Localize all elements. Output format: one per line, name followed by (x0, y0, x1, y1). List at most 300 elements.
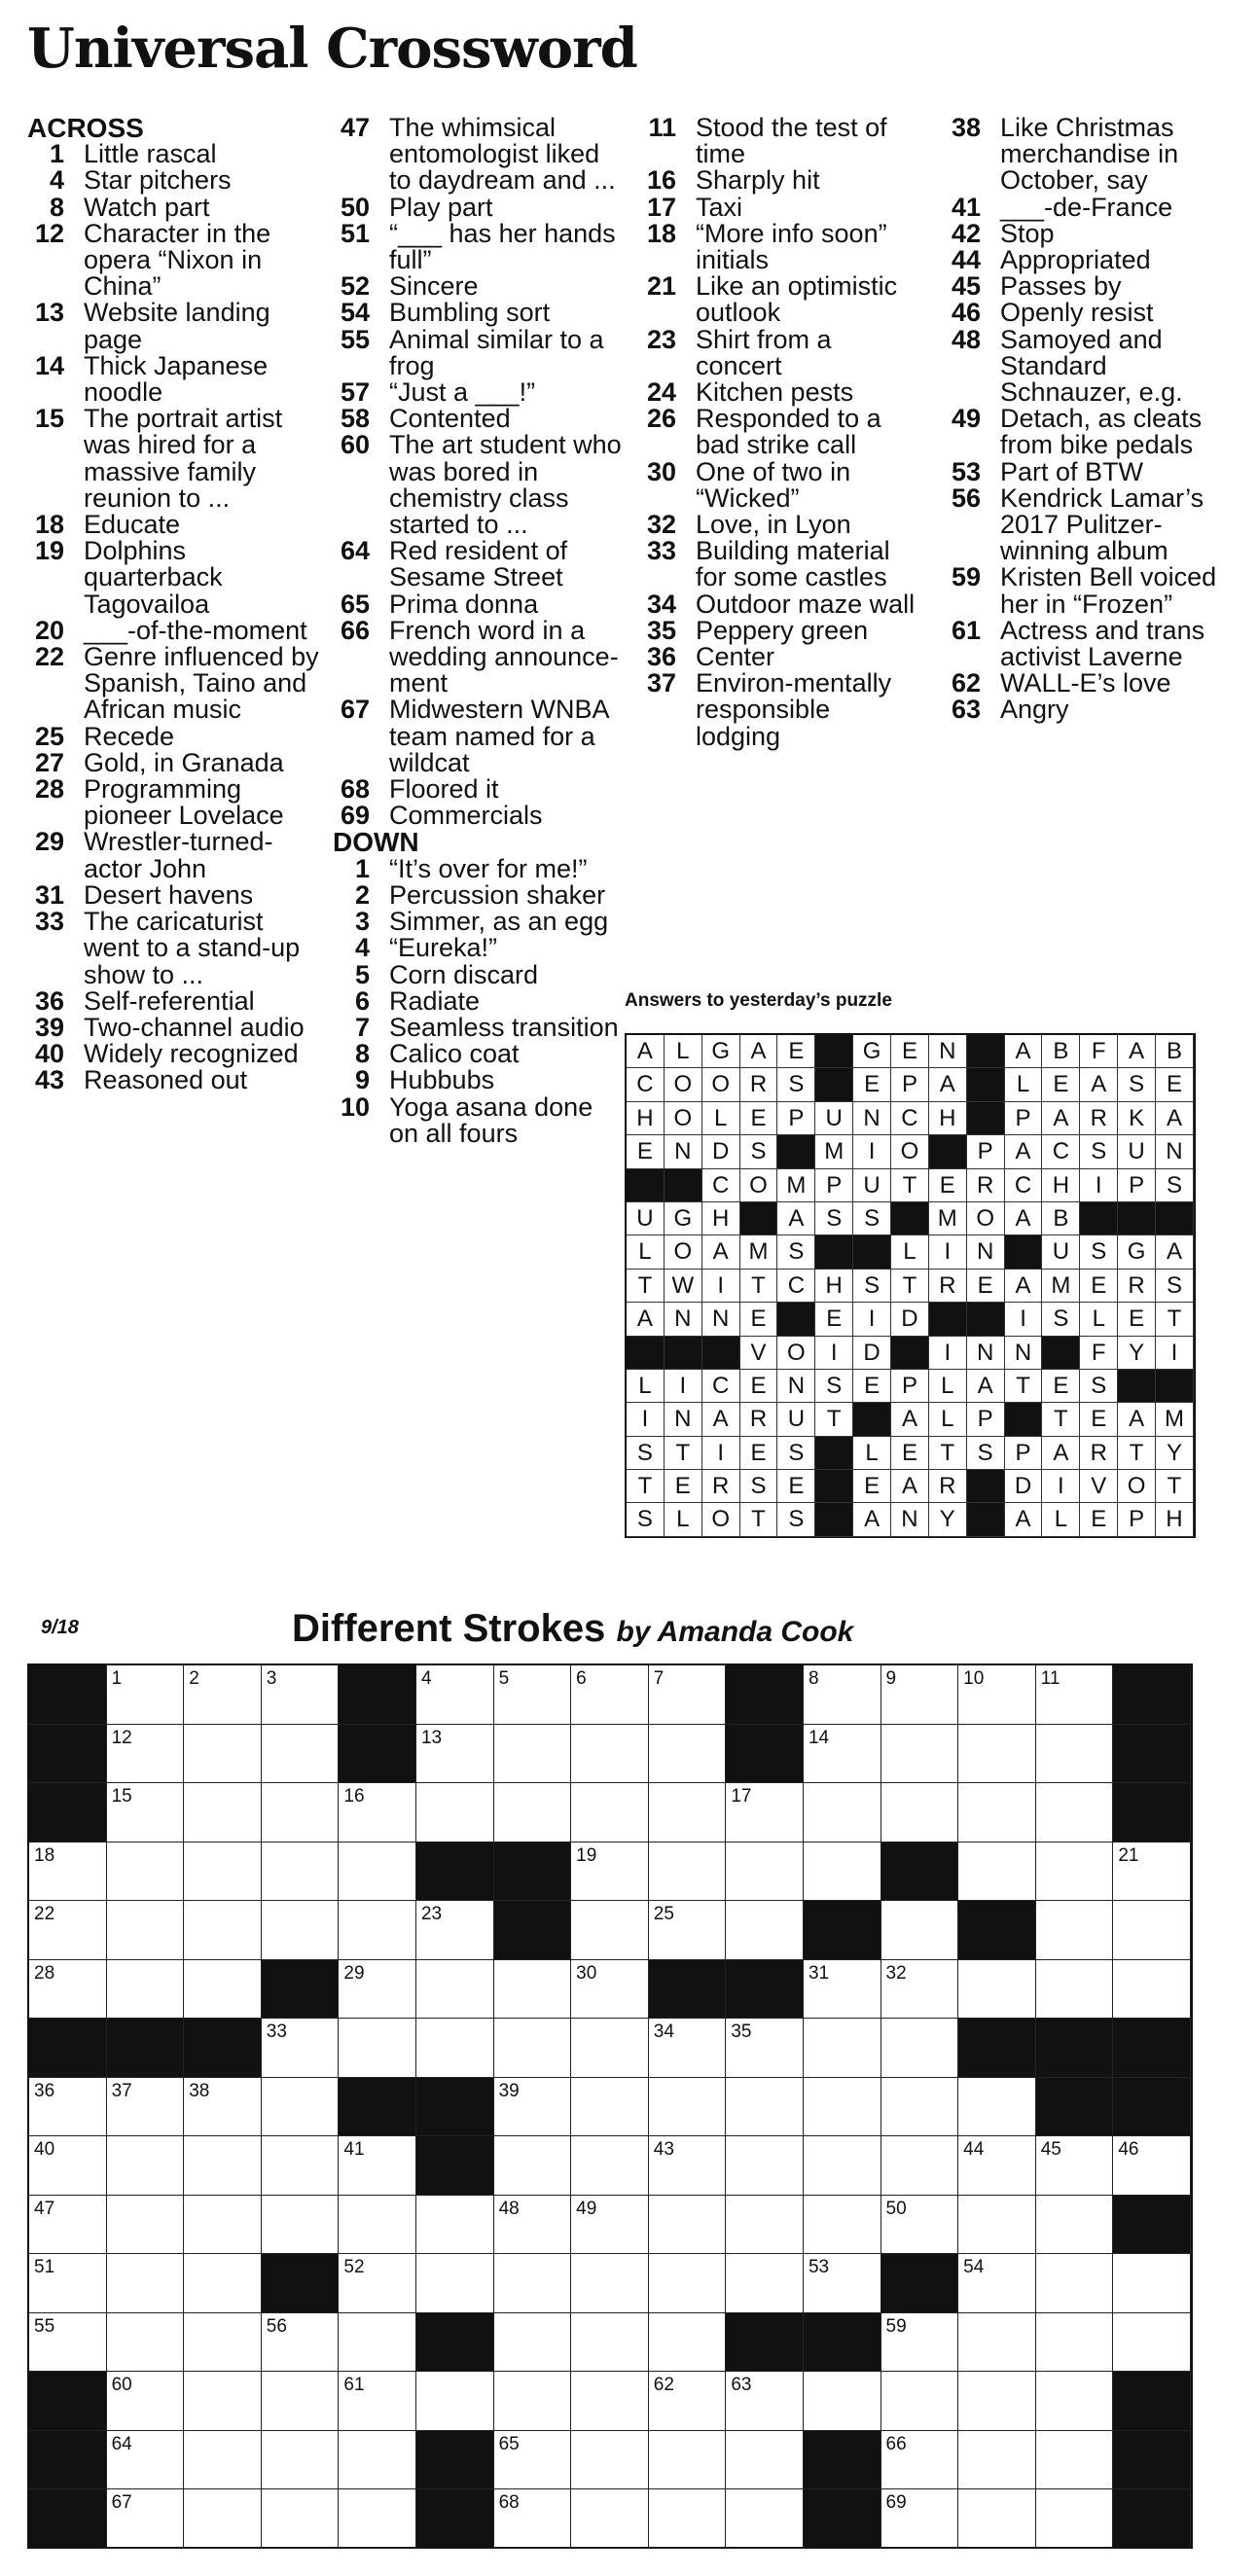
clue-number: 56 (951, 483, 981, 513)
grid-cell[interactable] (262, 2019, 340, 2078)
clue-number: 14 (34, 350, 64, 380)
grid-cell[interactable] (1036, 1665, 1114, 1725)
grid-cell[interactable] (1113, 1960, 1191, 2020)
grid-cell[interactable] (881, 1901, 959, 1960)
answer-letter: E (967, 1270, 1005, 1303)
grid-cell[interactable] (958, 1725, 1036, 1784)
cell-number: 53 (808, 2257, 830, 2278)
grid-cell[interactable] (881, 1783, 959, 1843)
answer-letter: I (929, 1235, 967, 1269)
answer-letter: I (929, 1337, 967, 1370)
grid-cell[interactable] (29, 2078, 107, 2137)
grid-cell[interactable] (726, 2196, 804, 2255)
answer-letter: L (853, 1437, 891, 1470)
grid-cell[interactable] (726, 2078, 804, 2137)
clue-item (27, 1041, 319, 1067)
clue-item (944, 564, 1236, 617)
grid-cell[interactable] (649, 1901, 727, 1960)
clue-item (333, 697, 625, 776)
grid-cell[interactable] (1113, 1843, 1191, 1902)
grid-cell[interactable] (29, 2254, 107, 2313)
grid-cell[interactable] (184, 1843, 262, 1902)
grid-cell[interactable] (1113, 2136, 1191, 2196)
grid-black-square (1113, 2078, 1191, 2137)
clue-text: “Just a ___!” (389, 377, 536, 408)
answer-black-square (1156, 1370, 1194, 1403)
grid-cell[interactable] (339, 1901, 416, 1960)
grid-cell[interactable] (1036, 2372, 1114, 2431)
grid-cell[interactable] (1036, 1783, 1114, 1843)
clue-item (27, 406, 319, 512)
grid-cell[interactable] (881, 2431, 959, 2490)
grid-cell[interactable] (649, 2136, 727, 2196)
grid-cell[interactable] (416, 1960, 494, 2020)
clue-number: 65 (340, 589, 370, 619)
grid-cell[interactable] (804, 2136, 881, 2196)
grid-cell[interactable] (1036, 2489, 1114, 2549)
grid-cell[interactable] (1113, 2254, 1191, 2313)
grid-cell[interactable] (184, 2254, 262, 2313)
grid-cell[interactable] (571, 2489, 649, 2549)
answer-letter: O (891, 1135, 929, 1168)
grid-cell[interactable] (107, 1725, 185, 1784)
grid-cell[interactable] (881, 1960, 959, 2020)
grid-cell[interactable] (571, 1901, 649, 1960)
grid-cell[interactable] (881, 2372, 959, 2431)
grid-black-square (726, 1960, 804, 2020)
grid-cell[interactable] (494, 2489, 572, 2549)
grid-cell[interactable] (881, 2313, 959, 2373)
answer-letter: O (967, 1202, 1005, 1235)
cell-number: 22 (34, 1904, 55, 1925)
grid-cell[interactable] (571, 1783, 649, 1843)
grid-cell[interactable] (1036, 2431, 1114, 2490)
clue-text: Environ-mentally responsible lodging (696, 668, 892, 751)
grid-cell[interactable] (262, 1843, 340, 1902)
grid-cell[interactable] (958, 2136, 1036, 2196)
grid-cell[interactable] (262, 2313, 340, 2373)
grid-cell[interactable] (881, 2489, 959, 2549)
grid-cell[interactable] (416, 1901, 494, 1960)
answer-letter: S (853, 1202, 891, 1235)
grid-cell[interactable] (262, 2078, 340, 2137)
grid-cell[interactable] (649, 1843, 727, 1902)
grid-cell[interactable] (494, 2313, 572, 2373)
grid-cell[interactable] (571, 1960, 649, 2020)
grid-cell[interactable] (726, 2019, 804, 2078)
grid-cell[interactable] (339, 1960, 416, 2020)
grid-cell[interactable] (726, 1901, 804, 1960)
answer-letter: Y (929, 1503, 967, 1536)
grid-cell[interactable] (881, 2078, 959, 2137)
grid-cell[interactable] (29, 2136, 107, 2196)
grid-cell[interactable] (804, 1960, 881, 2020)
grid-cell[interactable] (262, 1783, 340, 1843)
grid-cell[interactable] (184, 1783, 262, 1843)
grid-cell[interactable] (571, 2372, 649, 2431)
grid-black-square (1113, 2489, 1191, 2549)
clue-number: 53 (951, 456, 981, 486)
clue-text: French word in a wedding announce-ment (389, 615, 619, 698)
cell-number: 10 (963, 1668, 985, 1689)
grid-cell[interactable] (1036, 2136, 1114, 2196)
grid-cell[interactable] (958, 2431, 1036, 2490)
answer-letter: T (627, 1270, 665, 1303)
grid-cell[interactable] (339, 2019, 416, 2078)
grid-cell[interactable] (262, 1725, 340, 1784)
grid-cell[interactable] (726, 2431, 804, 2490)
answer-black-square (891, 1337, 929, 1370)
answer-letter: A (1005, 1270, 1043, 1303)
grid-row (29, 2136, 1191, 2196)
grid-cell[interactable] (1036, 1725, 1114, 1784)
grid-cell[interactable] (804, 2254, 881, 2313)
grid-cell[interactable] (726, 1843, 804, 1902)
answer-letter: B (1156, 1035, 1194, 1068)
clue-item (944, 300, 1236, 326)
clue-text: Kristen Bell voiced her in “Frozen” (1000, 562, 1217, 619)
grid-cell[interactable] (184, 1960, 262, 2020)
grid-cell[interactable] (726, 1783, 804, 1843)
grid-cell[interactable] (29, 1901, 107, 1960)
grid-cell[interactable] (571, 2431, 649, 2490)
grid-cell[interactable] (184, 2196, 262, 2255)
grid-cell[interactable] (881, 2196, 959, 2255)
grid-cell[interactable] (571, 1665, 649, 1725)
answer-letter: R (740, 1403, 778, 1436)
grid-cell[interactable] (184, 1665, 262, 1725)
grid-cell[interactable] (726, 2489, 804, 2549)
grid-cell[interactable] (571, 1725, 649, 1784)
grid-cell[interactable] (416, 1725, 494, 1784)
clue-text: Red resident of Sesame Street (389, 536, 568, 592)
grid-cell[interactable] (649, 2196, 727, 2255)
grid-cell[interactable] (339, 1783, 416, 1843)
answer-letter: T (815, 1403, 853, 1436)
grid-cell[interactable] (958, 2489, 1036, 2549)
grid-cell[interactable] (494, 2254, 572, 2313)
grid-cell[interactable] (416, 2019, 494, 2078)
answers-title: Answers to yesterday’s puzzle (625, 990, 892, 1011)
answer-letter: Y (1156, 1437, 1194, 1470)
clue-item (639, 670, 921, 750)
grid-cell[interactable] (339, 2313, 416, 2373)
clue-number: 40 (34, 1039, 64, 1069)
answers-row (627, 1437, 1194, 1470)
clue-number: 45 (951, 271, 981, 302)
cell-number: 24 (498, 1904, 520, 1925)
grid-black-square (726, 2313, 804, 2373)
grid-row (29, 2196, 1191, 2255)
grid-cell[interactable] (107, 2313, 185, 2373)
clue-item (944, 697, 1236, 723)
grid-cell[interactable] (339, 2254, 416, 2313)
clue-text: Educate (84, 510, 181, 540)
answer-black-square (815, 1470, 853, 1503)
clue-number: 19 (34, 536, 64, 566)
grid-cell[interactable] (107, 1665, 185, 1725)
grid-cell[interactable] (29, 2196, 107, 2255)
clue-number: 17 (646, 192, 676, 222)
grid-cell[interactable] (1036, 1960, 1114, 2020)
clue-text: Midwestern WNBA team named for a wildcat (389, 695, 609, 777)
grid-cell[interactable] (494, 2019, 572, 2078)
answer-letter: Y (1118, 1337, 1156, 1370)
grid-cell[interactable] (184, 2313, 262, 2373)
clue-item (639, 591, 921, 618)
grid-cell[interactable] (1036, 2313, 1114, 2373)
clue-text: Watch part (84, 192, 210, 222)
grid-cell[interactable] (649, 1725, 727, 1784)
grid-row (29, 1901, 1191, 1960)
grid-cell[interactable] (339, 2196, 416, 2255)
grid-cell[interactable] (958, 1960, 1036, 2020)
grid-cell[interactable] (649, 2078, 727, 2137)
answer-letter: N (702, 1303, 740, 1336)
answer-black-square (665, 1169, 702, 1202)
grid-cell[interactable] (571, 2196, 649, 2255)
grid-cell[interactable] (571, 2078, 649, 2137)
grid-cell[interactable] (1113, 1901, 1191, 1960)
grid-cell[interactable] (571, 2019, 649, 2078)
answer-letter: I (627, 1403, 665, 1436)
clue-item (639, 218, 921, 275)
grid-cell[interactable] (881, 2136, 959, 2196)
grid-cell[interactable] (107, 2196, 185, 2255)
grid-cell[interactable] (262, 2372, 340, 2431)
grid-cell[interactable] (107, 2078, 185, 2137)
grid-cell[interactable] (958, 2196, 1036, 2255)
grid-cell[interactable] (1036, 1843, 1114, 1902)
answer-letter: T (891, 1169, 929, 1202)
grid-cell[interactable] (571, 2254, 649, 2313)
grid-cell[interactable] (494, 2136, 572, 2196)
grid-cell[interactable] (804, 2078, 881, 2137)
grid-cell[interactable] (107, 2254, 185, 2313)
grid-black-square (29, 2489, 107, 2549)
grid-cell[interactable] (339, 2136, 416, 2196)
grid-cell[interactable] (649, 1783, 727, 1843)
grid-cell[interactable] (571, 2136, 649, 2196)
grid-cell[interactable] (29, 1843, 107, 1902)
grid-cell[interactable] (804, 2019, 881, 2078)
answer-black-square (967, 1503, 1005, 1536)
answer-letter: C (702, 1169, 740, 1202)
grid-cell[interactable] (726, 2136, 804, 2196)
grid-cell[interactable] (107, 1783, 185, 1843)
grid-cell[interactable] (804, 1665, 881, 1725)
grid-cell[interactable] (958, 1843, 1036, 1902)
clue-item (333, 776, 625, 803)
grid-black-square (1113, 2431, 1191, 2490)
answer-letter: P (891, 1068, 929, 1101)
clue-item (944, 456, 1236, 486)
answer-letter: P (891, 1370, 929, 1403)
grid-cell[interactable] (958, 2078, 1036, 2137)
clue-item (944, 670, 1236, 697)
grid-black-square (29, 2019, 107, 2078)
clue-text: Programming pioneer Lovelace (84, 774, 284, 831)
grid-cell[interactable] (726, 2372, 804, 2431)
grid-cell[interactable] (881, 1725, 959, 1784)
answer-black-square (1156, 1202, 1194, 1235)
grid-cell[interactable] (184, 2489, 262, 2549)
grid-cell[interactable] (494, 2078, 572, 2137)
cell-number: 8 (808, 1668, 819, 1689)
answer-black-square (627, 1337, 665, 1370)
grid-cell[interactable] (184, 2431, 262, 2490)
grid-cell[interactable] (1036, 2196, 1114, 2255)
grid-cell[interactable] (339, 2372, 416, 2431)
answer-letter: A (1005, 1035, 1043, 1068)
answer-black-square (929, 1303, 967, 1336)
grid-cell[interactable] (958, 1783, 1036, 1843)
clue-item (333, 218, 625, 275)
answer-letter: M (929, 1202, 967, 1235)
grid-cell[interactable] (494, 2372, 572, 2431)
grid-cell[interactable] (339, 2489, 416, 2549)
answers-row (627, 1135, 1194, 1168)
grid-cell[interactable] (107, 2431, 185, 2490)
grid-cell[interactable] (494, 1725, 572, 1784)
grid-cell[interactable] (571, 1843, 649, 1902)
clue-number: 46 (951, 298, 981, 328)
grid-cell[interactable] (649, 2431, 727, 2490)
answer-letter: P (967, 1135, 1005, 1168)
grid-black-square (804, 2313, 881, 2373)
grid-cell[interactable] (494, 2196, 572, 2255)
cell-number: 48 (498, 2198, 520, 2219)
grid-cell[interactable] (494, 1665, 572, 1725)
grid-cell[interactable] (571, 2313, 649, 2373)
grid-cell[interactable] (649, 2313, 727, 2373)
grid-cell[interactable] (726, 2254, 804, 2313)
grid-cell[interactable] (958, 2254, 1036, 2313)
grid-cell[interactable] (881, 2019, 959, 2078)
grid-cell[interactable] (804, 1843, 881, 1902)
answer-letter: L (891, 1235, 929, 1269)
clue-text: “Eureka!” (389, 933, 498, 963)
answer-letter: S (815, 1370, 853, 1403)
grid-black-square (1036, 2019, 1114, 2078)
grid-cell[interactable] (29, 1960, 107, 2020)
grid-cell[interactable] (107, 2136, 185, 2196)
grid-cell[interactable] (804, 1725, 881, 1784)
clue-item (639, 324, 921, 380)
clue-item (333, 379, 625, 406)
grid-cell[interactable] (262, 2431, 340, 2490)
grid-cell[interactable] (649, 2019, 727, 2078)
grid-cell[interactable] (1113, 2313, 1191, 2373)
grid-cell[interactable] (416, 1783, 494, 1843)
answer-letter: U (815, 1102, 853, 1135)
grid-cell[interactable] (804, 2196, 881, 2255)
grid-cell[interactable] (494, 1960, 572, 2020)
grid-cell[interactable] (416, 2254, 494, 2313)
grid-cell[interactable] (1036, 1901, 1114, 1960)
grid-black-square (29, 2372, 107, 2431)
grid-cell[interactable] (107, 1843, 185, 1902)
grid-cell[interactable] (29, 2313, 107, 2373)
grid-cell[interactable] (804, 1783, 881, 1843)
grid-black-square (262, 1960, 340, 2020)
answer-black-square (967, 1068, 1005, 1101)
clue-number: 68 (340, 774, 370, 805)
clue-text: The caricaturist went to a stand-up show to ... (84, 907, 301, 989)
grid-cell[interactable] (958, 1665, 1036, 1725)
grid-cell[interactable] (184, 2136, 262, 2196)
grid-cell[interactable] (262, 1901, 340, 1960)
grid-cell[interactable] (649, 2254, 727, 2313)
grid-cell[interactable] (184, 1725, 262, 1784)
grid-cell[interactable] (339, 2431, 416, 2490)
answer-letter: I (702, 1270, 740, 1303)
answer-black-square (1005, 1403, 1043, 1436)
grid-cell[interactable] (1036, 2254, 1114, 2313)
clue-item (944, 406, 1236, 458)
page-title: Universal Crossword (27, 17, 637, 81)
grid-cell[interactable] (339, 1843, 416, 1902)
grid-cell[interactable] (107, 2489, 185, 2549)
answers-row (627, 1370, 1194, 1403)
clue-text: Wrestler-turned-actor John (84, 827, 273, 883)
grid-cell[interactable] (416, 2196, 494, 2255)
answer-letter: A (740, 1035, 778, 1068)
clue-item (944, 192, 1236, 222)
grid-cell[interactable] (107, 2372, 185, 2431)
grid-cell[interactable] (107, 1960, 185, 2020)
grid-cell[interactable] (649, 2489, 727, 2549)
grid-cell[interactable] (958, 2313, 1036, 2373)
clue-item (27, 538, 319, 618)
grid-cell[interactable] (262, 1665, 340, 1725)
clue-text: The art student who was bored in chemistry class started to ... (389, 430, 622, 540)
answer-letter: P (1005, 1102, 1043, 1135)
grid-cell[interactable] (494, 2431, 572, 2490)
answer-letter: A (1118, 1035, 1156, 1068)
clue-text: Like Christmas merchandise in October, say (1000, 113, 1179, 196)
clue-item (333, 1067, 625, 1093)
grid-cell[interactable] (494, 1783, 572, 1843)
answer-letter: I (665, 1370, 702, 1403)
grid-cell[interactable] (416, 1665, 494, 1725)
grid-row (29, 2019, 1191, 2078)
grid-cell[interactable] (416, 2372, 494, 2431)
grid-cell[interactable] (881, 1665, 959, 1725)
answer-black-square (1005, 1235, 1043, 1269)
grid-cell[interactable] (262, 2489, 340, 2549)
answer-letter: E (740, 1370, 778, 1403)
grid-cell[interactable] (958, 2372, 1036, 2431)
clue-text: Center (696, 642, 775, 672)
grid-black-square (881, 1843, 959, 1902)
clue-item (27, 909, 319, 988)
grid-cell[interactable] (184, 2372, 262, 2431)
answer-letter: F (1080, 1035, 1118, 1068)
answer-black-square (815, 1437, 853, 1470)
answer-letter: C (1005, 1169, 1043, 1202)
grid-cell[interactable] (262, 2196, 340, 2255)
grid-cell[interactable] (649, 2372, 727, 2431)
grid-cell[interactable] (184, 2078, 262, 2137)
clue-number: 43 (34, 1065, 64, 1095)
grid-cell[interactable] (262, 2136, 340, 2196)
grid-cell[interactable] (184, 1901, 262, 1960)
grid-cell[interactable] (804, 2372, 881, 2431)
grid-cell[interactable] (107, 1901, 185, 1960)
answer-letter: O (702, 1503, 740, 1536)
grid-cell[interactable] (649, 1665, 727, 1725)
